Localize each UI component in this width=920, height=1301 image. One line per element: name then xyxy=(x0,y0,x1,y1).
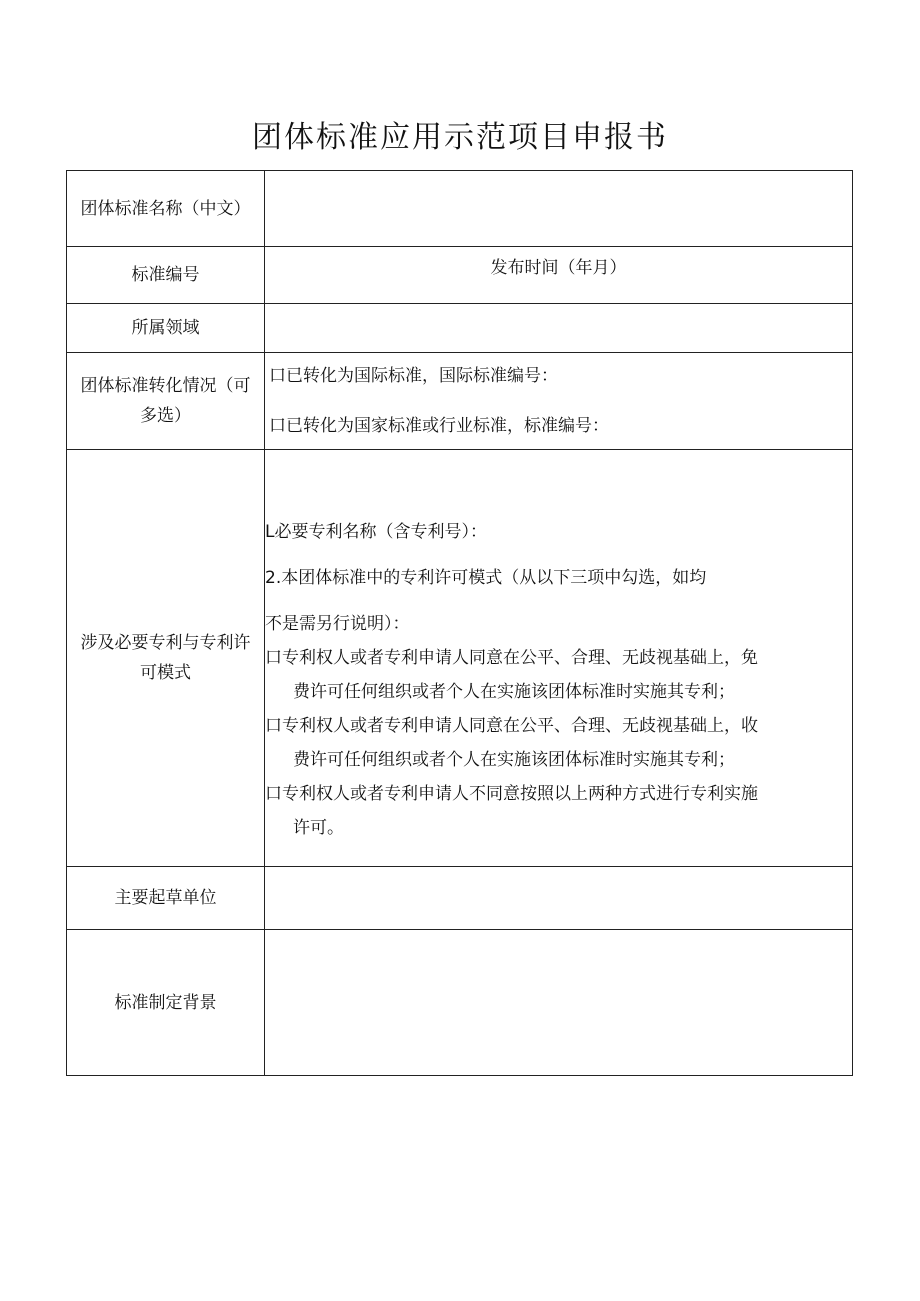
patent-option-free-text: 口专利权人或者专利申请人同意在公平、合理、无歧视基础上，免 xyxy=(265,648,758,668)
standard-name-field[interactable] xyxy=(265,171,853,247)
patent-label: 涉及必要专利与专利许可模式 xyxy=(67,450,265,867)
page-title: 团体标准应用示范项目申报书 xyxy=(252,120,668,155)
standard-name-label: 团体标准名称（中文） xyxy=(67,171,265,247)
patent-option-free-cont: 费许可任何组织或者个人在实施该团体标准时实施其专利； xyxy=(293,682,735,702)
conversion-options xyxy=(265,353,853,450)
patent-option-paid-cont: 费许可任何组织或者个人在实施该团体标准时实施其专利； xyxy=(293,750,735,770)
row-field xyxy=(67,304,853,353)
patent-mode-intro-cont: 不是需另行说明）： xyxy=(265,614,410,634)
patent-option-refuse[interactable] xyxy=(265,777,852,845)
patent-option-refuse-cont: 许可。 xyxy=(293,818,344,838)
drafter-input[interactable] xyxy=(265,867,853,930)
row-conversion xyxy=(67,353,853,450)
row-drafter xyxy=(67,867,853,930)
patent-option-paid[interactable] xyxy=(265,709,852,777)
conversion-option-international[interactable]: 口已转化为国际标准，国际标准编号： xyxy=(269,366,558,386)
standard-number-field[interactable] xyxy=(265,247,853,304)
row-background xyxy=(67,930,853,1076)
row-patent xyxy=(67,450,853,867)
conversion-option-national[interactable]: 口已转化为国家标准或行业标准，标准编号： xyxy=(269,416,609,436)
conversion-label: 团体标准转化情况（可多选） xyxy=(67,353,265,450)
application-form-table xyxy=(66,170,853,1076)
drafter-label: 主要起草单位 xyxy=(67,867,265,930)
patent-option-paid-text: 口专利权人或者专利申请人同意在公平、合理、无歧视基础上，收 xyxy=(265,716,758,736)
row-standard-number xyxy=(67,247,853,304)
background-label: 标准制定背景 xyxy=(67,930,265,1076)
patent-mode-intro: 2.本团体标准中的专利许可模式（从以下三项中勾选，如均 xyxy=(265,568,707,588)
field-label: 所属领域 xyxy=(67,304,265,353)
patent-content xyxy=(265,450,853,867)
patent-name-line: L必要专利名称（含专利号）： xyxy=(265,522,487,542)
patent-option-free[interactable] xyxy=(265,641,852,709)
background-input[interactable] xyxy=(265,930,853,1076)
standard-number-label: 标准编号 xyxy=(67,247,265,304)
row-standard-name xyxy=(67,171,853,247)
patent-option-refuse-text: 口专利权人或者专利申请人不同意按照以上两种方式进行专利实施 xyxy=(265,784,758,804)
publish-time-label: 发布时间（年月） xyxy=(490,258,627,278)
field-input[interactable] xyxy=(265,304,853,353)
